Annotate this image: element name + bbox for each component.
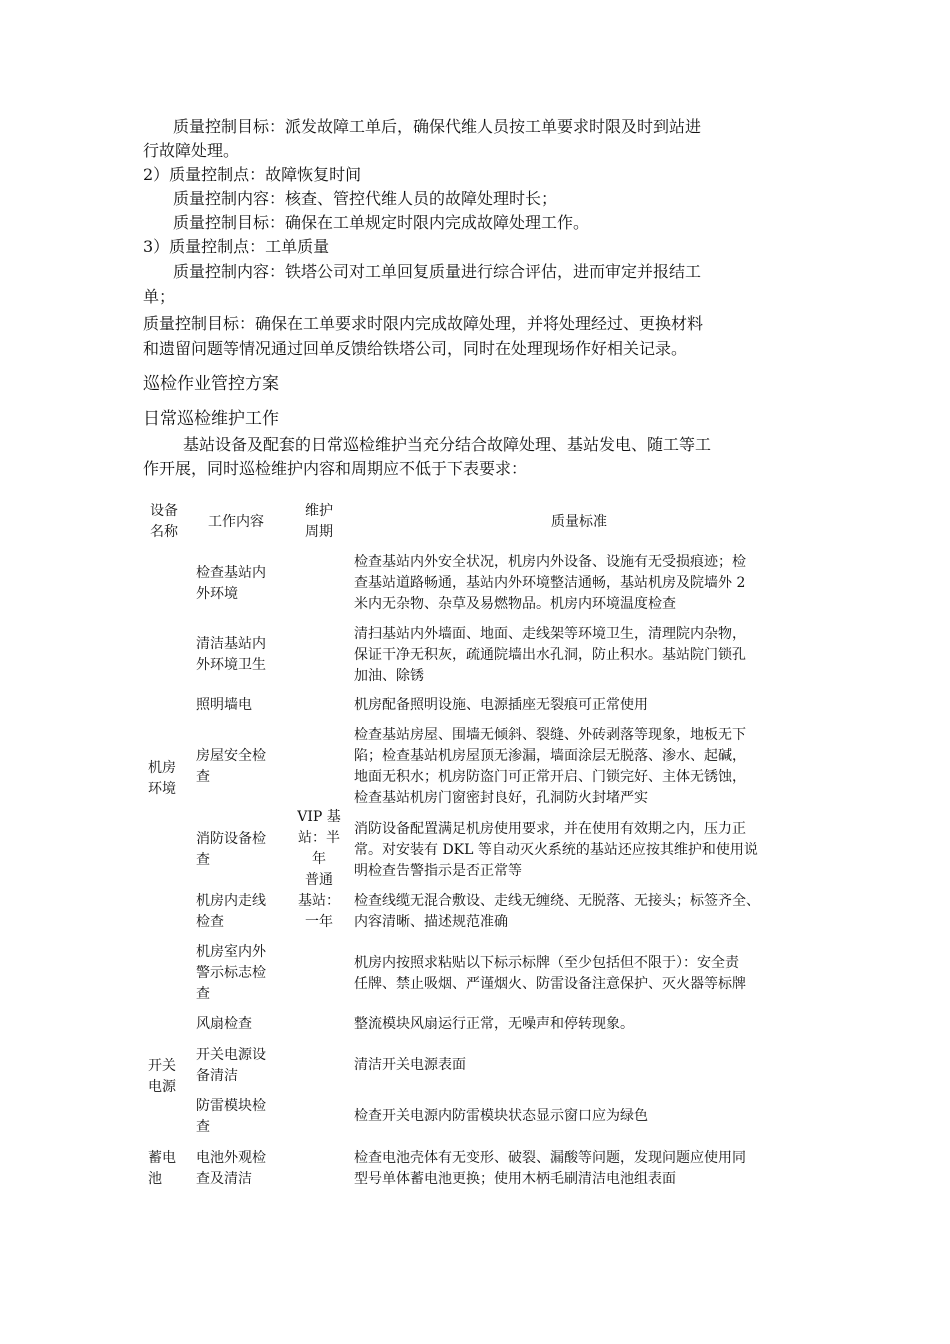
quality-standard-cell: 消防设备配置满足机房使用要求，并在使用有效期之内，压力正 常。对安装有 DKL 等自动灭火系统的基站还应按其维护和使用说 明检查告警指示是否正常等 [354, 821, 758, 879]
quality-standard-cell: 清洁开关电源表面 [354, 1057, 466, 1073]
paragraph-control-target-3: 质量控制目标：确保在工单要求时限内完成故障处理，并将处理经过、更换材料 [143, 314, 704, 333]
paragraph-quality-target-1: 质量控制目标：派发故障工单后，确保代维人员按工单要求时限及时到站进 [173, 117, 702, 136]
work-content-cell: 消防设备检 查 [196, 831, 266, 868]
paragraph-control-target-3-cont: 和遗留问题等情况通过回单反馈给铁塔公司，同时在处理现场作好相关记录。 [143, 339, 688, 358]
paragraph-quality-target-1-cont: 行故障处理。 [143, 141, 240, 160]
maintenance-period-value: VIP 基 站：半 年 普通 基站： 一年 [297, 809, 341, 930]
quality-standard-cell: 检查基站房屋、围墙无倾斜、裂缝、外砖剥落等现象，地板无下 陷；检查基站机房屋顶无渗漏，墙面涂层无脱落、渗水、起碱， 地面无积水；机房防盗门可正常开启、门锁完好、主体无锈蚀， 检查基站机房门窗密封良好，孔洞防火封堵严实 [354, 727, 746, 806]
paragraph-daily-inspection-intro: 基站设备及配套的日常巡检维护当充分结合故障处理、基站发电、随工等工 [183, 435, 712, 454]
quality-standard-cell: 检查开关电源内防雷模块状态显示窗口应为绿色 [354, 1108, 648, 1124]
paragraph-control-point-2: 2）质量控制点：故障恢复时间 [143, 165, 362, 184]
section-heading-inspection-plan: 巡检作业管控方案 [143, 374, 279, 394]
quality-standard-cell: 检查基站内外安全状况，机房内外设备、设施有无受损痕迹；检 查基站道路畅通，基站内外环境整洁通畅，基站机房及院墙外 2 米内无杂物、杂草及易燃物品。机房内环境温度检查 [354, 554, 746, 612]
work-content-cell: 机房内走线 检查 [196, 893, 266, 930]
paragraph-control-target-2: 质量控制目标：确保在工单规定时限内完成故障处理工作。 [173, 213, 590, 232]
work-content-cell: 清洁基站内 外环境卫生 [196, 636, 266, 673]
header-maintenance-period: 维护 周期 [305, 503, 333, 540]
paragraph-control-point-3: 3）质量控制点：工单质量 [143, 237, 330, 256]
paragraph-control-content-2: 质量控制内容：核查、管控代维人员的故障处理时长； [173, 189, 558, 208]
paragraph-control-content-3-cont: 单； [143, 287, 176, 306]
quality-standard-cell: 整流模块风扇运行正常，无噪声和停转现象。 [354, 1016, 634, 1032]
work-content-cell: 风扇检查 [196, 1016, 252, 1032]
group-label-battery: 蓄电 池 [148, 1150, 176, 1187]
work-content-cell: 开关电源设 备清洁 [196, 1047, 266, 1084]
work-content-cell: 电池外观检 查及清洁 [196, 1150, 266, 1187]
header-device-name: 设备 名称 [150, 503, 178, 540]
paragraph-control-content-3: 质量控制内容：铁塔公司对工单回复质量进行综合评估，进而审定并报结工 [173, 262, 702, 281]
section-heading-daily-inspection: 日常巡检维护工作 [143, 409, 279, 429]
quality-standard-cell: 清扫基站内外墙面、地面、走线架等环境卫生，清理院内杂物， 保证干净无积灰，疏通院墙出水孔洞，防止积水。基站院门锁孔 加油、除锈 [354, 626, 746, 684]
work-content-cell: 防雷模块检 查 [196, 1098, 266, 1135]
work-content-cell: 检查基站内 外环境 [196, 565, 266, 602]
header-quality-standard: 质量标准 [551, 514, 607, 530]
work-content-cell: 机房室内外 警示标志检 查 [196, 944, 266, 1002]
quality-standard-cell: 机房内按照求粘贴以下标示标牌（至少包括但不限于）：安全责 任牌、禁止吸烟、严谨烟火、防雷设备注意保护、灭火器等标牌 [354, 955, 746, 992]
quality-standard-cell: 机房配备照明设施、电源插座无裂痕可正常使用 [354, 697, 648, 713]
group-label-switch-power: 开关 电源 [148, 1058, 176, 1095]
group-label-room-environment: 机房 环境 [148, 760, 176, 797]
quality-standard-cell: 检查线缆无混合敷设、走线无缠绕、无脱落、无接头；标签齐全、 内容清晰、描述规范准确 [354, 893, 760, 930]
paragraph-daily-inspection-intro-cont: 作开展，同时巡检维护内容和周期应不低于下表要求： [143, 459, 528, 478]
quality-standard-cell: 检查电池壳体有无变形、破裂、漏酸等问题，发现问题应使用同 型号单体蓄电池更换；使用木柄毛刷清洁电池组表面 [354, 1150, 746, 1187]
work-content-cell: 照明墙电 [196, 697, 252, 713]
header-work-content: 工作内容 [208, 514, 264, 530]
work-content-cell: 房屋安全检 查 [196, 748, 266, 785]
